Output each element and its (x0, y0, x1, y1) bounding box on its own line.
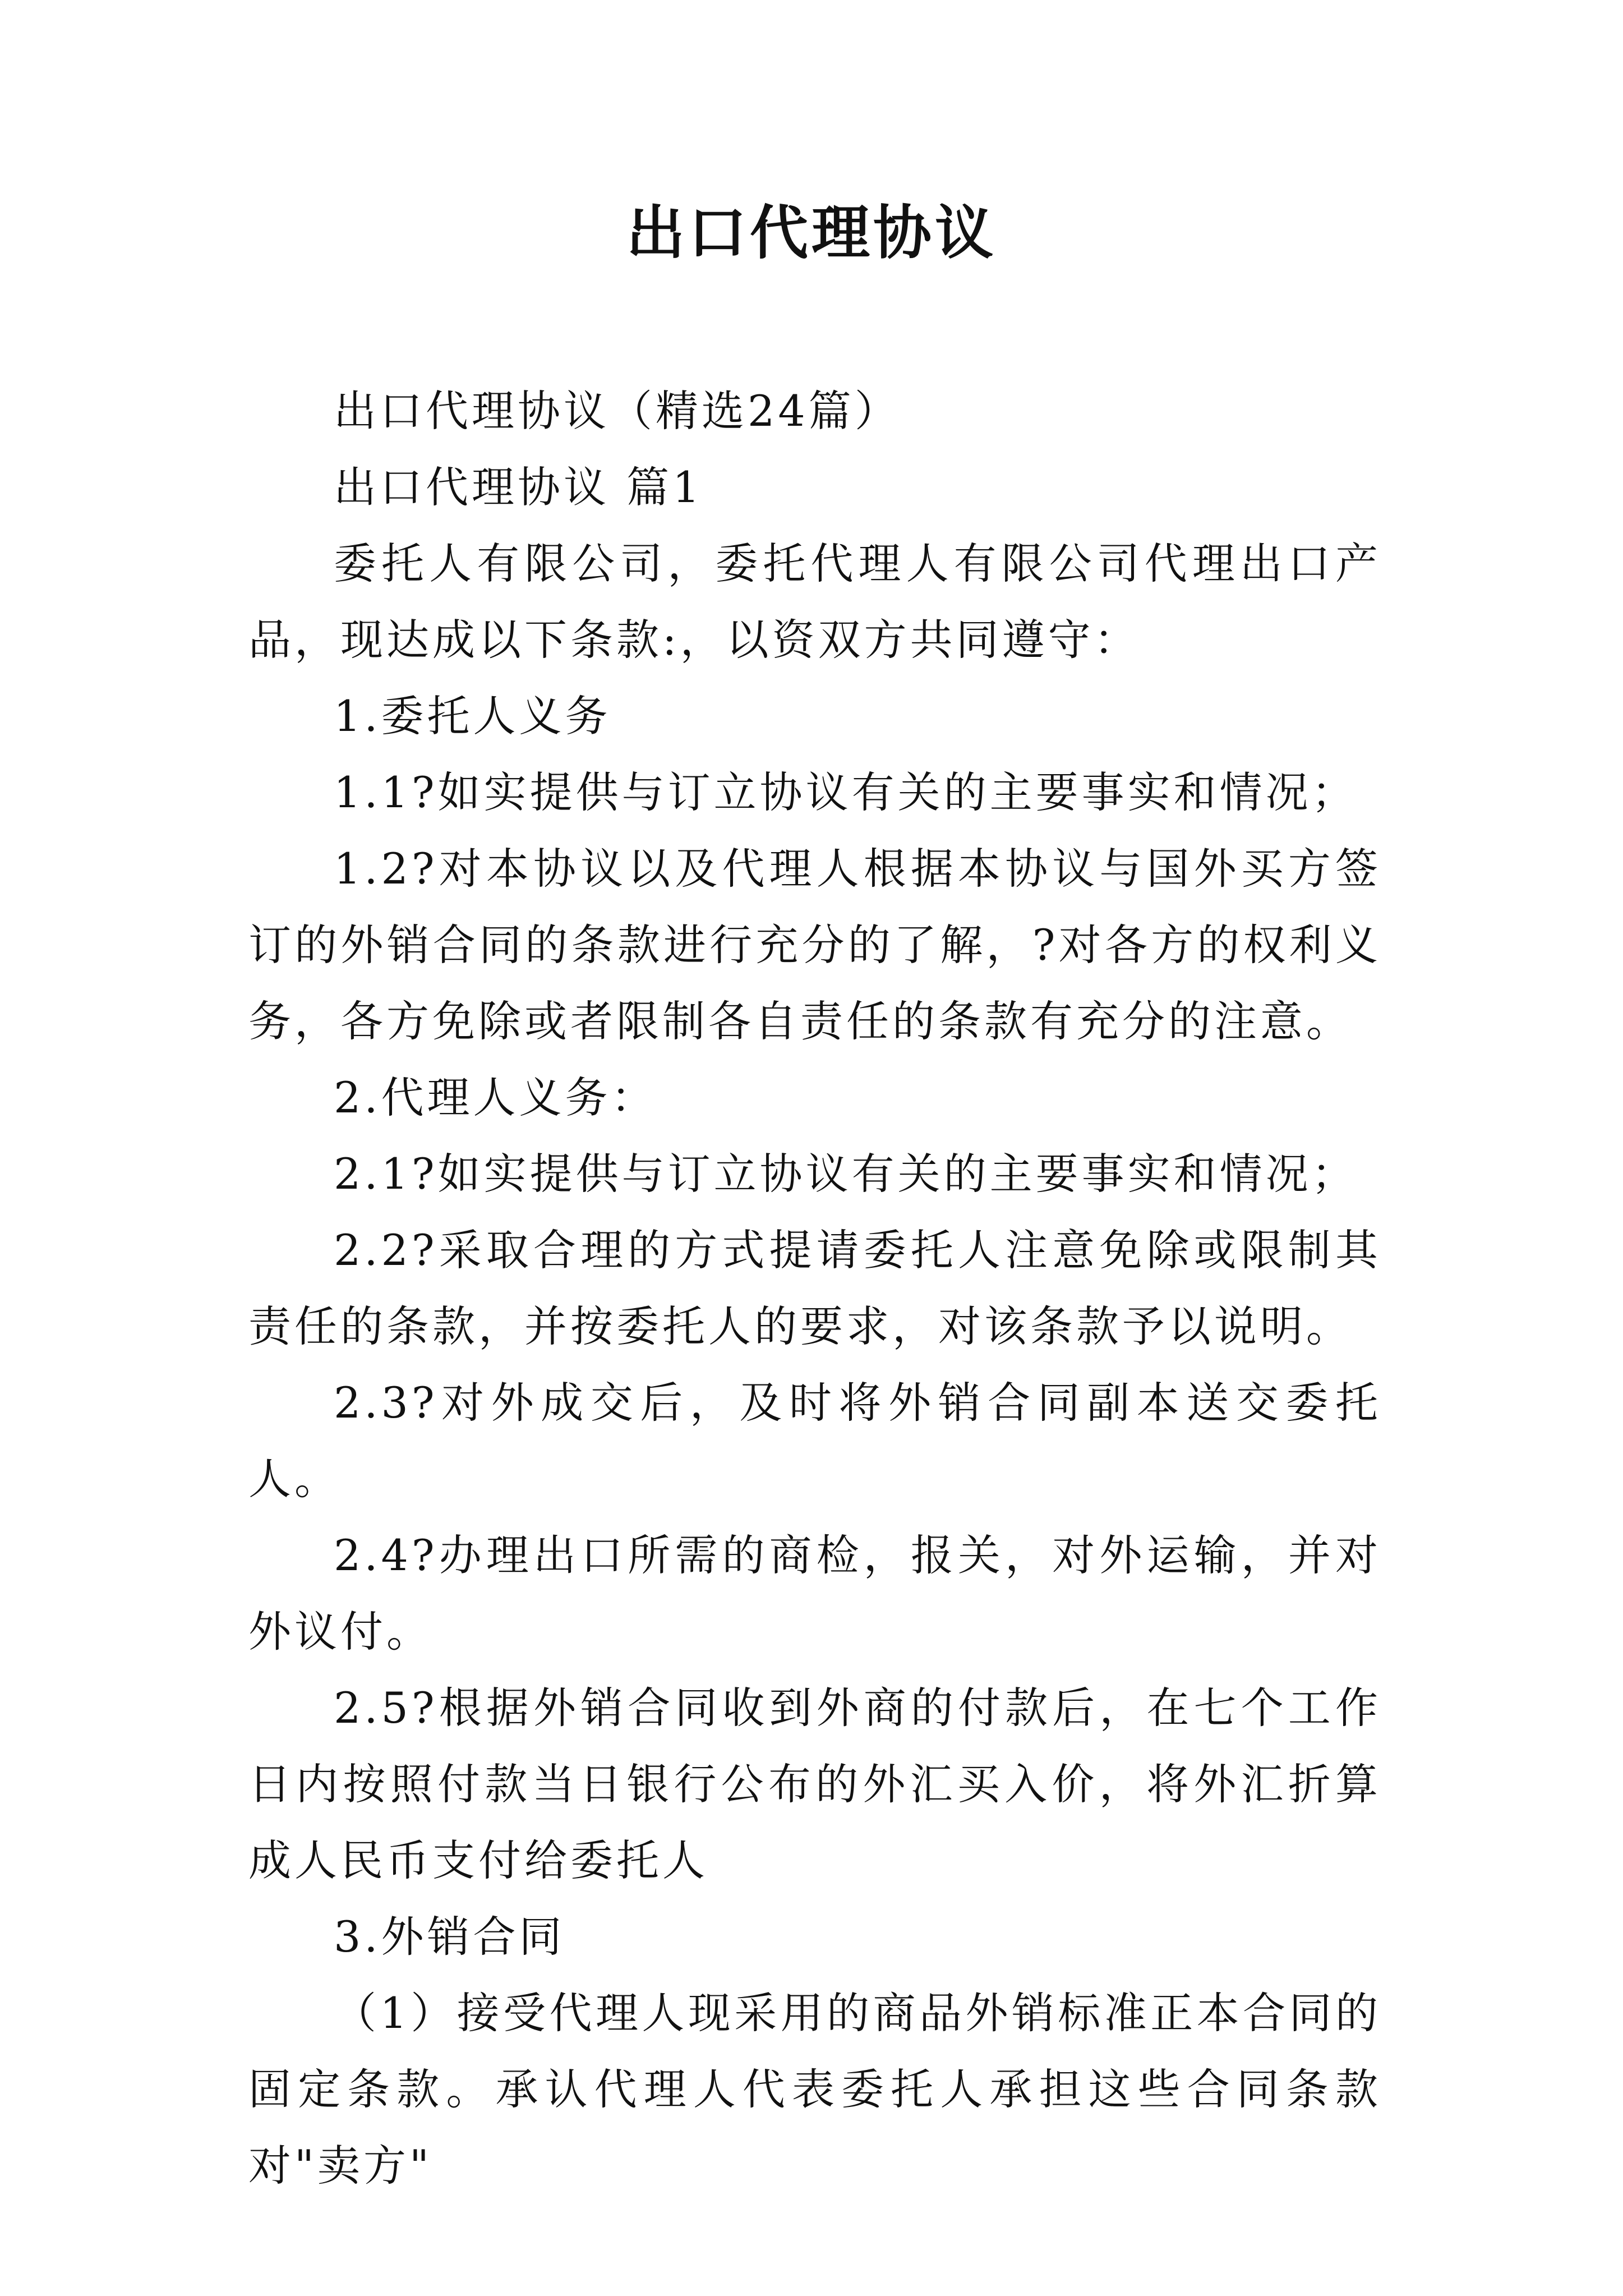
paragraph-clause-2-3: 2.3?对外成交后，及时将外销合同副本送交委托人。 (248, 1378, 1381, 1504)
paragraph-clause-1: 1.委托人义务 (334, 691, 611, 741)
paragraph-clause-2-1: 2.1?如实提供与订立协议有关的主要事实和情况； (334, 1149, 1358, 1199)
paragraph-intro: 委托人有限公司，委托代理人有限公司代理出口产品，现达成以下条款:，以资双方共同遵守： (248, 539, 1381, 665)
paragraph-clause-3: 3.外销合同 (334, 1912, 565, 1962)
document-body (248, 373, 1381, 2204)
paragraph-clause-1-2: 1.2?对本协议以及代理人根据本协议与国外买方签订的外销合同的条款进行充分的了解，?对各方的权利义务，各方免除或者限制各自责任的条款有充分的注意。 (248, 844, 1381, 1046)
paragraph-clause-1-1: 1.1?如实提供与订立协议有关的主要事实和情况； (334, 767, 1358, 817)
paragraph-clause-2-2: 2.2?采取合理的方式提请委托人注意免除或限制其责任的条款，并按委托人的要求，对该条款予以说明。 (248, 1225, 1381, 1351)
document-title: 出口代理协议 (626, 198, 997, 267)
paragraph-clause-3-item-1: （1）接受代理人现采用的商品外销标准正本合同的固定条款。承认代理人代表委托人承担这些合同条款对"卖方" (248, 1988, 1381, 2191)
paragraph-clause-2-4: 2.4?办理出口所需的商检，报关，对外运输，并对外议付。 (248, 1530, 1381, 1657)
paragraph-subtitle: 出口代理协议（精选24篇） (334, 386, 901, 436)
paragraph-clause-2-5: 2.5?根据外销合同收到外商的付款后，在七个工作日内按照付款当日银行公布的外汇买入价，将外汇折算成人民币支付给委托人 (248, 1683, 1381, 1885)
paragraph-section-heading: 出口代理协议 篇1 (334, 462, 703, 512)
paragraph-clause-2: 2.代理人义务： (334, 1073, 657, 1122)
